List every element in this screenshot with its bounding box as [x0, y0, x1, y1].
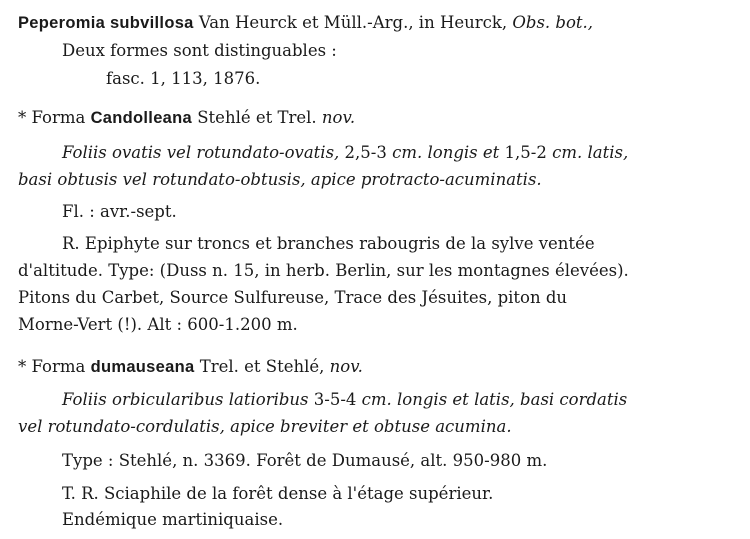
forma2-prefix: * Forma — [18, 357, 91, 376]
intro-text: Deux formes sont distinguables : — [62, 41, 337, 60]
forma2-name: dumauseana — [90, 358, 195, 376]
forma1-diagnosis-line-2: basi obtusis vel rotundato-obtusis, apice protracto-acuminatis. — [18, 170, 542, 189]
species-heading — [18, 15, 593, 32]
forma2-authority: Trel. et Stehlé, — [194, 357, 330, 376]
forma2-type: Type : Stehlé, n. 3369. Forêt de Dumausé, alt. 950-980 m. — [62, 451, 548, 470]
forma2-diagnosis-line-2: vel rotundato-cordulatis, apice breviter et obtuse acumina. — [18, 417, 512, 436]
forma2-endemism: Endémique martiniquaise. — [62, 510, 284, 529]
species-authority: Van Heurck et Müll.-Arg., in Heurck, — [198, 13, 513, 32]
forma1-heading — [18, 110, 355, 127]
forma1-habitat-line-4: Morne-Vert (!). Alt : 600-1.200 m. — [18, 315, 298, 334]
forma2-nov: nov. — [329, 357, 363, 376]
species-name: Peperomia subvillosa — [18, 14, 194, 32]
forma1-prefix: * Forma — [18, 108, 91, 127]
forma1-flowering: Fl. : avr.-sept. — [62, 202, 177, 221]
forma1-habitat-line-3: Pitons du Carbet, Source Sulfureuse, Trace des Jésuites, piton du — [18, 288, 568, 307]
publication-title: Obs. bot., — [512, 13, 594, 32]
forma1-diagnosis-line-1: Foliis ovatis vel rotundato-ovatis, 2,5-3 cm. longis et 1,5-2 cm. latis, — [62, 143, 629, 162]
forma1-authority: Stehlé et Trel. — [192, 108, 322, 127]
forma2-ecology: T. R. Sciaphile de la forêt dense à l'étage supérieur. — [62, 484, 494, 503]
forma1-habitat-line-2: d'altitude. Type: (Duss n. 15, in herb. Berlin, sur les montagnes élevées). — [18, 261, 629, 280]
forma2-heading — [18, 359, 363, 376]
forma1-name: Candolleana — [90, 109, 192, 127]
forma1-nov: nov. — [321, 108, 356, 127]
publication-reference: fasc. 1, 113, 1876. — [106, 69, 261, 88]
forma2-diagnosis-line-1: Foliis orbicularibus latioribus 3-5-4 cm. longis et latis, basi cordatis — [62, 390, 628, 409]
forma1-habitat-line-1: R. Epiphyte sur troncs et branches rabougris de la sylve ventée — [62, 234, 595, 253]
